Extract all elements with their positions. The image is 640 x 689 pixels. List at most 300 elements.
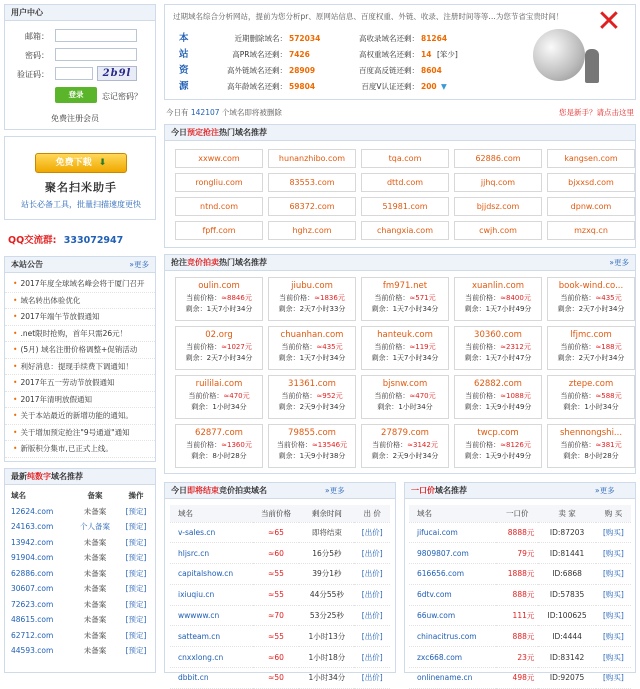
table-row [5,504,155,520]
stat-value: 14 [421,50,432,59]
notice-item-text: 新版积分集市,已正式上线。 [20,444,113,453]
banner-panel [164,4,636,100]
table-row [170,522,390,543]
left-label: 剩余： [278,353,300,362]
price-cell: ≈65 [253,522,300,543]
domain-link[interactable]: dbbit.cn [170,668,253,689]
notice-item-text: 2017年端午节放假通知 [20,312,100,321]
auction-left-row [269,451,355,462]
price-cell: 23元 [496,647,538,668]
today-pre: 今日有 [166,108,189,117]
bullet-icon: • [13,394,18,404]
recommend-domain[interactable]: bjxxsd.com [547,173,635,192]
buy-link[interactable]: [购买] [596,668,631,689]
table-row [5,535,155,551]
price-value: ≈435元 [316,343,343,351]
banner-stats [201,31,501,95]
auction-left-row [455,304,541,315]
left-label: 剩余： [185,304,207,313]
recommend-domain[interactable]: bjjdsz.com [454,197,542,216]
recommend-domain[interactable]: rongliu.com [175,173,263,192]
auction-domain: xuanlin.com [472,281,524,291]
notice-item[interactable] [5,425,155,442]
notice-item[interactable] [5,441,155,458]
price-cell: 79元 [496,543,538,564]
auction-item[interactable] [547,326,635,370]
domain-link[interactable]: 30607.com [11,584,54,594]
bid-link[interactable]: [出价] [354,605,390,626]
download-label: 免费下载 [55,158,92,168]
domain-link[interactable]: v-sales.cn [170,522,253,543]
price-cell: ≈55 [253,564,300,585]
notice-item-text: 域名转出体验优化 [20,295,81,305]
captcha-image[interactable] [97,66,137,81]
ending-more-link[interactable] [325,483,345,499]
side-char: 本 [179,33,189,44]
table-row [5,643,155,659]
recommend-domain[interactable]: xxww.com [175,149,263,168]
price-value: ≈8400元 [500,294,531,302]
recommend-domain[interactable]: hghz.com [268,221,356,240]
price-label: 当前价格： [281,392,317,400]
password-input[interactable] [55,48,137,61]
auction-item[interactable] [454,277,542,321]
auction-price-row [362,342,448,353]
reserve-link[interactable]: [预定] [125,506,147,516]
auction-item[interactable] [268,424,356,468]
reserve-link[interactable]: [预定] [125,615,147,625]
numeric-title-pre: 最新 [11,472,27,481]
bid-link[interactable]: [出价] [354,626,390,647]
domain-link[interactable]: 13942.com [11,537,54,547]
stat-label: 近期删除域名： [234,34,287,43]
domain-link[interactable]: 44593.com [11,646,54,656]
side-char: 源 [179,81,189,92]
auction-item[interactable] [175,424,263,468]
notice-item[interactable] [5,326,155,343]
side-char: 站 [179,49,189,60]
notice-item[interactable] [5,309,155,326]
table-row [5,550,155,566]
table-row [409,626,631,647]
recommend-domain[interactable]: fpff.com [175,221,263,240]
app-tagline: 站长必备工具，批量扫描速度更快 [21,200,141,209]
price-cell: 111元 [496,605,538,626]
price-cell: 888元 [496,584,538,605]
price-value: ≈1360元 [221,441,252,449]
captcha-input[interactable] [55,67,93,80]
chevron-right-icon: » [609,258,614,267]
auction-price-row [176,293,262,304]
left-label: 剩余： [371,451,393,460]
auction-title-post: 热门域名推荐 [219,258,267,267]
col-price: 一口价 [496,505,538,522]
notice-item[interactable] [5,392,155,409]
stat-label: 高外链域名还剩： [227,66,287,75]
auction-item[interactable] [454,375,542,419]
price-value: ≈952元 [316,392,343,400]
auction-domain: 30360.com [474,330,522,340]
price-label: 当前价格： [279,294,315,302]
auction-item[interactable] [175,375,263,419]
reserve-link[interactable]: [预定] [125,553,147,563]
col-op: 购 买 [596,505,631,522]
domain-link[interactable]: 48615.com [11,615,54,625]
beian-status: 未备案 [83,599,107,609]
price-label: 当前价格： [281,343,317,351]
left-value: 2天7小时34分 [578,304,625,313]
recommend-domain[interactable]: 62886.com [454,149,542,168]
recommend-domain[interactable]: dttd.com [361,173,449,192]
notice-item[interactable] [5,359,155,376]
left-value: 8小时28分 [212,451,247,460]
beian-status: 未备案 [83,506,107,516]
ending-table [170,505,390,689]
left-label: 剩余： [464,304,486,313]
time-cell: 44分55秒 [299,584,354,605]
buy-link[interactable]: [购买] [596,647,631,668]
auction-left-row [362,304,448,315]
col-domain: 域名 [409,505,496,522]
notice-more-text: 更多 [134,260,149,269]
auction-item[interactable] [268,326,356,370]
notice-item[interactable] [5,375,155,392]
recommend-domain[interactable]: cwjh.com [454,221,542,240]
price-label: 当前价格： [374,392,410,400]
table-row [5,628,155,644]
numeric-table [5,488,155,659]
download-arrow-icon: ⬇ [98,158,107,168]
auction-domain: 27879.com [381,428,429,438]
notice-item[interactable] [5,276,155,293]
chevron-right-icon: » [325,486,330,495]
left-label: 剩余： [371,353,393,362]
captcha-label: 验证码： [17,70,49,79]
domain-link[interactable]: wwwww.cn [170,605,253,626]
auction-domain: ztepe.com [568,379,614,389]
left-value: 1小时34分 [212,402,247,411]
beian-status: 未备案 [83,646,107,656]
fixed-title [405,483,635,499]
newbie-link[interactable] [559,107,634,118]
auction-price-row [548,342,634,353]
auction-domain: 31361.com [288,379,336,389]
price-label: 当前价格： [276,441,312,449]
beian-status: 未备案 [83,553,107,563]
domain-link[interactable]: 616656.com [409,564,496,585]
reserve-link[interactable]: [预定] [125,537,147,547]
table-row [170,647,390,668]
qq-group [8,232,123,246]
today-line [166,107,282,118]
recommend-panel [164,124,636,248]
domain-link[interactable]: 62886.com [11,568,54,578]
recommend-title [165,125,635,141]
domain-link[interactable]: chinacitrus.com [409,626,496,647]
auction-left-row [176,353,262,364]
price-label: 当前价格： [560,294,596,302]
left-value: 1天7小时34分 [299,353,346,362]
reserve-link[interactable]: [预定] [125,630,147,640]
auction-item[interactable] [361,326,449,370]
stat-value: 81264 [421,34,448,43]
reserve-link[interactable]: [预定] [125,522,147,532]
buy-link[interactable]: [购买] [596,522,631,543]
price-label: 当前价格： [374,343,410,351]
recommend-domain[interactable]: hunanzhibo.com [268,149,356,168]
price-value: ≈3142元 [407,441,438,449]
buy-link[interactable]: [购买] [596,564,631,585]
auction-item[interactable] [361,424,449,468]
price-value: ≈381元 [595,441,622,449]
time-cell: 1小时34分 [299,668,354,689]
notice-more-link[interactable] [129,257,149,273]
bid-link[interactable]: [出价] [354,543,390,564]
left-label: 剩余： [191,402,213,411]
bid-link[interactable]: [出价] [354,647,390,668]
stat-label: 百度V认证还剩： [361,82,419,91]
auction-price-row [548,293,634,304]
stat-value: 572034 [289,34,321,43]
qq-number[interactable]: 333072947 [63,235,124,246]
price-value: ≈588元 [595,392,622,400]
auction-domain: fm971.net [382,281,428,291]
price-label: 当前价格： [188,392,224,400]
download-button[interactable] [35,153,127,173]
buy-link[interactable]: [购买] [596,605,631,626]
bid-link[interactable]: [出价] [354,522,390,543]
auction-item[interactable] [361,277,449,321]
auction-item[interactable] [547,375,635,419]
domain-link[interactable]: 12624.com [11,506,54,516]
domain-link[interactable]: 62712.com [11,630,54,640]
price-cell: 498元 [496,668,538,689]
buy-link[interactable]: [购买] [596,626,631,647]
auction-price-row [362,391,448,402]
buy-link[interactable]: [购买] [596,543,631,564]
bid-link[interactable]: [出价] [354,584,390,605]
reserve-link[interactable]: [预定] [125,599,147,609]
price-value: ≈8846元 [221,294,252,302]
notice-panel [4,256,156,462]
notice-item[interactable] [5,293,155,310]
domain-link[interactable]: 66uw.com [409,605,496,626]
auction-left-row [548,402,634,413]
domain-link[interactable]: 6dtv.com [409,584,496,605]
reserve-link[interactable]: [预定] [125,584,147,594]
auction-item[interactable] [268,277,356,321]
domain-link[interactable]: 91904.com [11,553,54,563]
auction-item[interactable] [268,375,356,419]
price-label: 当前价格： [374,294,410,302]
notice-item[interactable] [5,342,155,359]
recommend-domain[interactable]: 83553.com [268,173,356,192]
seller-cell: ID:87203 [538,522,595,543]
recommend-domain[interactable]: dpnw.com [547,197,635,216]
left-label: 剩余： [278,451,300,460]
domain-link[interactable]: cnxxlong.cn [170,647,253,668]
reserve-link[interactable]: [预定] [125,646,147,656]
newbie-text: 您是新手？请点击这里 [559,108,634,117]
col-price: 当前价格 [253,505,300,522]
auction-price-row [269,440,355,451]
stat-value: 28909 [289,66,316,75]
auction-price-row [269,293,355,304]
ending-title [165,483,395,499]
beian-status: 未备案 [83,615,107,625]
left-label: 剩余： [371,304,393,313]
reserve-link[interactable]: [预定] [125,568,147,578]
auction-domain: 62882.com [474,379,522,389]
recommend-domain[interactable]: kangsen.com [547,149,635,168]
auction-title [165,255,635,271]
left-value: 1天7小时34分 [392,353,439,362]
bid-link[interactable]: [出价] [354,668,390,689]
left-value: 1小时34分 [398,402,433,411]
auction-item[interactable] [547,424,635,468]
left-value: 1天7小时34分 [392,304,439,313]
stat-label: 高PR域名还剩： [232,50,287,59]
left-value: 1天9小时49分 [485,402,532,411]
time-cell: 1小时18分 [299,647,354,668]
qq-label: QQ交流群: [8,235,57,246]
mailbox-input[interactable] [55,29,137,42]
auction-item[interactable] [547,277,635,321]
domain-link[interactable]: capitalshow.cn [170,564,253,585]
price-cell: ≈70 [253,605,300,626]
price-label: 当前价格： [186,343,222,351]
left-label: 剩余： [377,402,399,411]
auction-item[interactable] [454,424,542,468]
forgot-password-link[interactable]: 忘记密码？ [102,92,142,101]
numeric-title-hl: 纯数字 [27,472,51,481]
auction-left-row [455,353,541,364]
fixed-panel [404,482,636,683]
register-link[interactable]: 免费注册会员 [51,114,99,123]
price-value: ≈1088元 [500,392,531,400]
domain-link[interactable]: 72623.com [11,599,54,609]
price-label: 当前价格： [560,392,596,400]
domain-link[interactable]: satteam.cn [170,626,253,647]
left-value: 2天7小时34分 [206,353,253,362]
domain-link[interactable]: 24163.com [11,522,54,532]
ending-title-hl: 即将结束 [187,486,219,495]
domain-link[interactable]: zxc668.com [409,647,496,668]
time-cell: 39分1秒 [299,564,354,585]
fixed-table [409,505,631,689]
price-cell: ≈50 [253,668,300,689]
banner-side-chars [179,31,191,95]
auction-domain: jiubu.com [291,281,333,291]
stat-extra[interactable]: [笨少] [437,50,458,59]
notice-item[interactable] [5,408,155,425]
left-label: 剩余： [185,353,207,362]
seller-cell: ID:83142 [538,647,595,668]
auction-item[interactable] [175,277,263,321]
recommend-domain[interactable]: mzxq.cn [547,221,635,240]
recommend-domain[interactable]: tqa.com [361,149,449,168]
price-value: ≈119元 [409,343,436,351]
side-char: 资 [179,65,189,76]
download-panel [4,136,156,220]
auction-domain: bjsnw.com [382,379,428,389]
bid-link[interactable]: [出价] [354,564,390,585]
bullet-icon: • [13,295,18,305]
bullet-icon: • [13,411,18,420]
seller-cell: ID:57835 [538,584,595,605]
recommend-domain[interactable]: 68372.com [268,197,356,216]
price-value: ≈470元 [223,392,250,400]
auction-domain: 62877.com [195,428,243,438]
close-icon[interactable]: ✕ [596,4,622,39]
auction-item[interactable] [175,326,263,370]
recommend-domain[interactable]: jjhq.com [454,173,542,192]
price-value: ≈13546元 [311,441,348,449]
recommend-domain[interactable]: ntnd.com [175,197,263,216]
captcha-text: 2b9l [102,68,132,79]
notice-item-text: 关于本站最近的新增功能的通知。 [20,411,133,420]
auction-item[interactable] [454,326,542,370]
buy-link[interactable]: [购买] [596,584,631,605]
left-label: 剩余： [278,304,300,313]
numeric-panel [4,468,156,673]
domain-link[interactable]: ixiuqiu.cn [170,584,253,605]
price-label: 当前价格： [560,343,596,351]
col-op: 操作 [128,491,144,501]
left-label: 剩余： [191,451,213,460]
price-cell: 888元 [496,626,538,647]
notice-item-text: 2017年清明放假通知 [20,394,93,404]
col-time: 剩余时间 [299,505,354,522]
fixed-more-link[interactable] [595,483,615,499]
recommend-domain[interactable]: changxia.com [361,221,449,240]
auction-domain: chuanhan.com [280,330,344,340]
left-label: 剩余： [464,451,486,460]
price-cell: 1888元 [496,564,538,585]
domain-link[interactable]: onlinename.cn [409,668,496,689]
auction-left-row [455,402,541,413]
left-label: 剩余： [563,402,585,411]
beian-status: 个人备案 [80,522,110,532]
left-value: 1天9小时49分 [485,451,532,460]
auction-left-row [176,402,262,413]
login-button[interactable]: 登录 [55,87,97,103]
auction-domain: oulin.com [198,281,240,291]
auction-price-row [269,391,355,402]
auction-left-row [362,353,448,364]
bullet-icon: • [13,345,18,354]
chevron-down-icon: ▼ [441,82,447,91]
notice-title-text: 本站公告 [11,260,43,269]
domain-link[interactable]: 9809807.com [409,543,496,564]
password-label: 密码： [25,51,49,60]
recommend-title-post: 热门域名推荐 [219,128,267,137]
auction-more-link[interactable] [609,255,629,271]
app-name: 聚名扫米助手 [45,181,117,194]
auction-item[interactable] [361,375,449,419]
left-value: 1天9小时38分 [299,451,346,460]
seller-cell: ID:100625 [538,605,595,626]
ending-title-post: 竞价拍卖域名 [219,486,267,495]
domain-link[interactable]: jifucai.com [409,522,496,543]
table-row [170,584,390,605]
recommend-domain[interactable]: 51981.com [361,197,449,216]
auction-left-row [269,402,355,413]
left-label: 剩余： [563,451,585,460]
stat-row [201,79,501,95]
domain-link[interactable]: hljsrc.cn [170,543,253,564]
price-label: 当前价格： [465,441,501,449]
